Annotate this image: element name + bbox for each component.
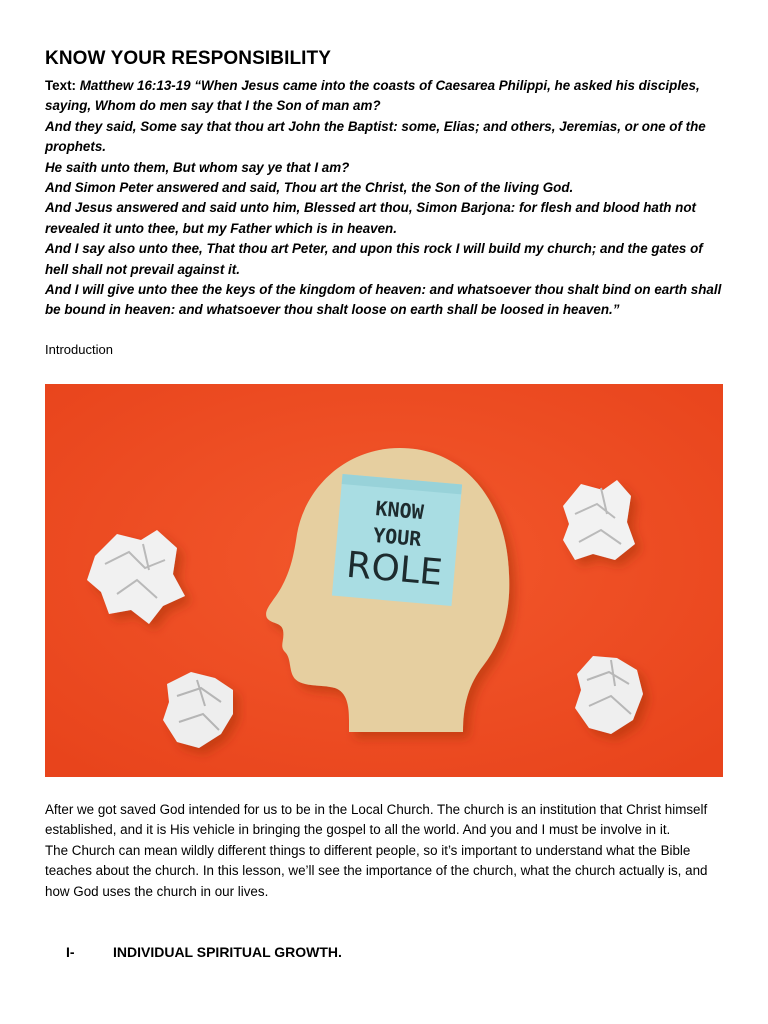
scripture-verse-2: And they said, Some say that thou art John the Baptist: some, Elias; and others, Jeremias, or one of the prophets.: [45, 118, 706, 155]
scripture-verse-6: And I say also unto thee, That thou art Peter, and upon this rock I will build my church; and the gates of hell shall not prevail against it.: [45, 241, 703, 277]
scripture-verse-4: And Simon Peter answered and said, Thou art the Christ, the Son of the living God.: [45, 180, 574, 196]
document-page: [45, 48, 725, 357]
scripture-reference: Matthew 16:13-19: [79, 78, 191, 93]
scripture-verse-1: “When Jesus came into the coasts of Caesarea Philippi, he asked his disciples, saying, Whom do men say that I the Son of man am?: [45, 78, 700, 114]
section-title: INDIVIDUAL SPIRITUAL GROWTH.: [113, 944, 342, 960]
paragraph-2: The Church can mean wildly different things to different people, so it’s important to understand what the Bible teaches about the church. In this lesson, we’ll see the importance of the church, what the church actually is, and how God uses the church in our lives.: [45, 842, 708, 899]
note-text-your: YOUR: [372, 522, 423, 552]
scripture-verse-7: And I will give unto thee the keys of the kingdom of heaven: and whatsoever thou shalt bind on earth shall be bound in heaven: and whatsoever thou shalt loose on earth shall be loosed in heaven.”: [45, 282, 722, 318]
sticky-note: [332, 474, 462, 606]
scripture-verse-3: He saith unto them, But whom say ye that I am?: [45, 159, 350, 175]
scripture-verse-5: And Jesus answered and said unto him, Blessed art thou, Simon Barjona: for flesh and blood hath not revealed it unto thee, but my Father which is in heaven.: [45, 200, 697, 236]
illustration-svg: [45, 384, 723, 777]
section-heading: [66, 944, 342, 960]
introduction-body: [45, 800, 725, 902]
note-text-know: KNOW: [374, 496, 425, 525]
know-your-role-illustration: [45, 384, 723, 777]
scripture-block: [45, 76, 725, 321]
introduction-label: Introduction: [45, 341, 113, 357]
scripture-label: Text:: [45, 78, 76, 93]
section-number: I-: [66, 944, 75, 960]
note-text-role: ROLE: [344, 544, 445, 594]
page-title: KNOW YOUR RESPONSIBILITY: [45, 48, 332, 69]
paragraph-1: After we got saved God intended for us to be in the Local Church. The church is an institution that Christ himself established, and it is His vehicle in bringing the gospel to all the world. And you and I must be involve in it.: [45, 802, 708, 838]
